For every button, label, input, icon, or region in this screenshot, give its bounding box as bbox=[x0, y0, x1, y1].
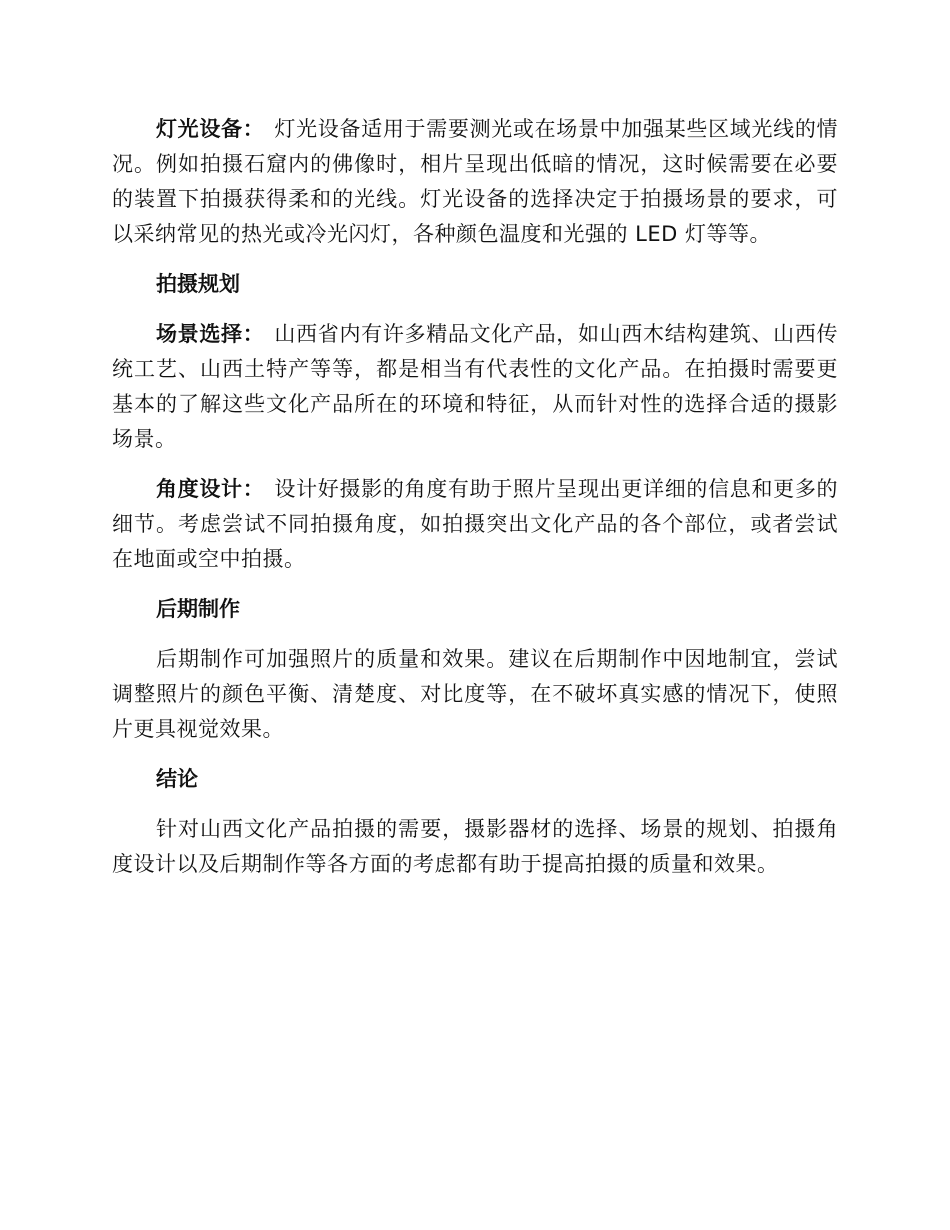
angle-design-text: 设计好摄影的角度有助于照片呈现出更详细的信息和更多的细节。考虑尝试不同拍摄角度，如拍摄突出文化产品的各个部位，或者尝试在地面或空中拍摄。 bbox=[112, 477, 839, 571]
lighting-equipment-text: 灯光设备适用于需要测光或在场景中加强某些区域光线的情况。例如拍摄石窟内的佛像时，相片呈现出低暗的情况，这时候需要在必要的装置下拍摄获得柔和的光线。灯光设备的选择决定于拍摄场景的要求，可以采纳常见的热光或冷光闪灯，各种颜色温度和光强的 LED 灯等等。 bbox=[112, 117, 839, 246]
paragraph-conclusion: 针对山西文化产品拍摄的需要，摄影器材的选择、场景的规划、拍摄角度设计以及后期制作等各方面的考虑都有助于提高拍摄的质量和效果。 bbox=[112, 817, 838, 876]
paragraph-angle-design bbox=[112, 472, 838, 577]
lighting-equipment-label: 灯光设备： bbox=[156, 117, 265, 141]
document-page bbox=[112, 112, 838, 897]
scene-selection-text: 山西省内有许多精品文化产品，如山西木结构建筑、山西传统工艺、山西土特产等等，都是相当有代表性的文化产品。在拍摄时需要更基本的了解这些文化产品所在的环境和特征，从而针对性的选择合适的摄影场景。 bbox=[112, 322, 839, 451]
paragraph-lighting-equipment bbox=[112, 112, 838, 252]
angle-design-label: 角度设计： bbox=[156, 477, 265, 501]
heading-shooting-plan: 拍摄规划 bbox=[156, 272, 240, 296]
heading-post-production: 后期制作 bbox=[156, 597, 240, 621]
paragraph-scene-selection bbox=[112, 317, 838, 457]
scene-selection-label: 场景选择： bbox=[156, 322, 265, 346]
paragraph-post-production: 后期制作可加强照片的质量和效果。建议在后期制作中因地制宜，尝试调整照片的颜色平衡、清楚度、对比度等，在不破坏真实感的情况下，使照片更具视觉效果。 bbox=[112, 647, 838, 741]
heading-conclusion: 结论 bbox=[156, 767, 198, 791]
